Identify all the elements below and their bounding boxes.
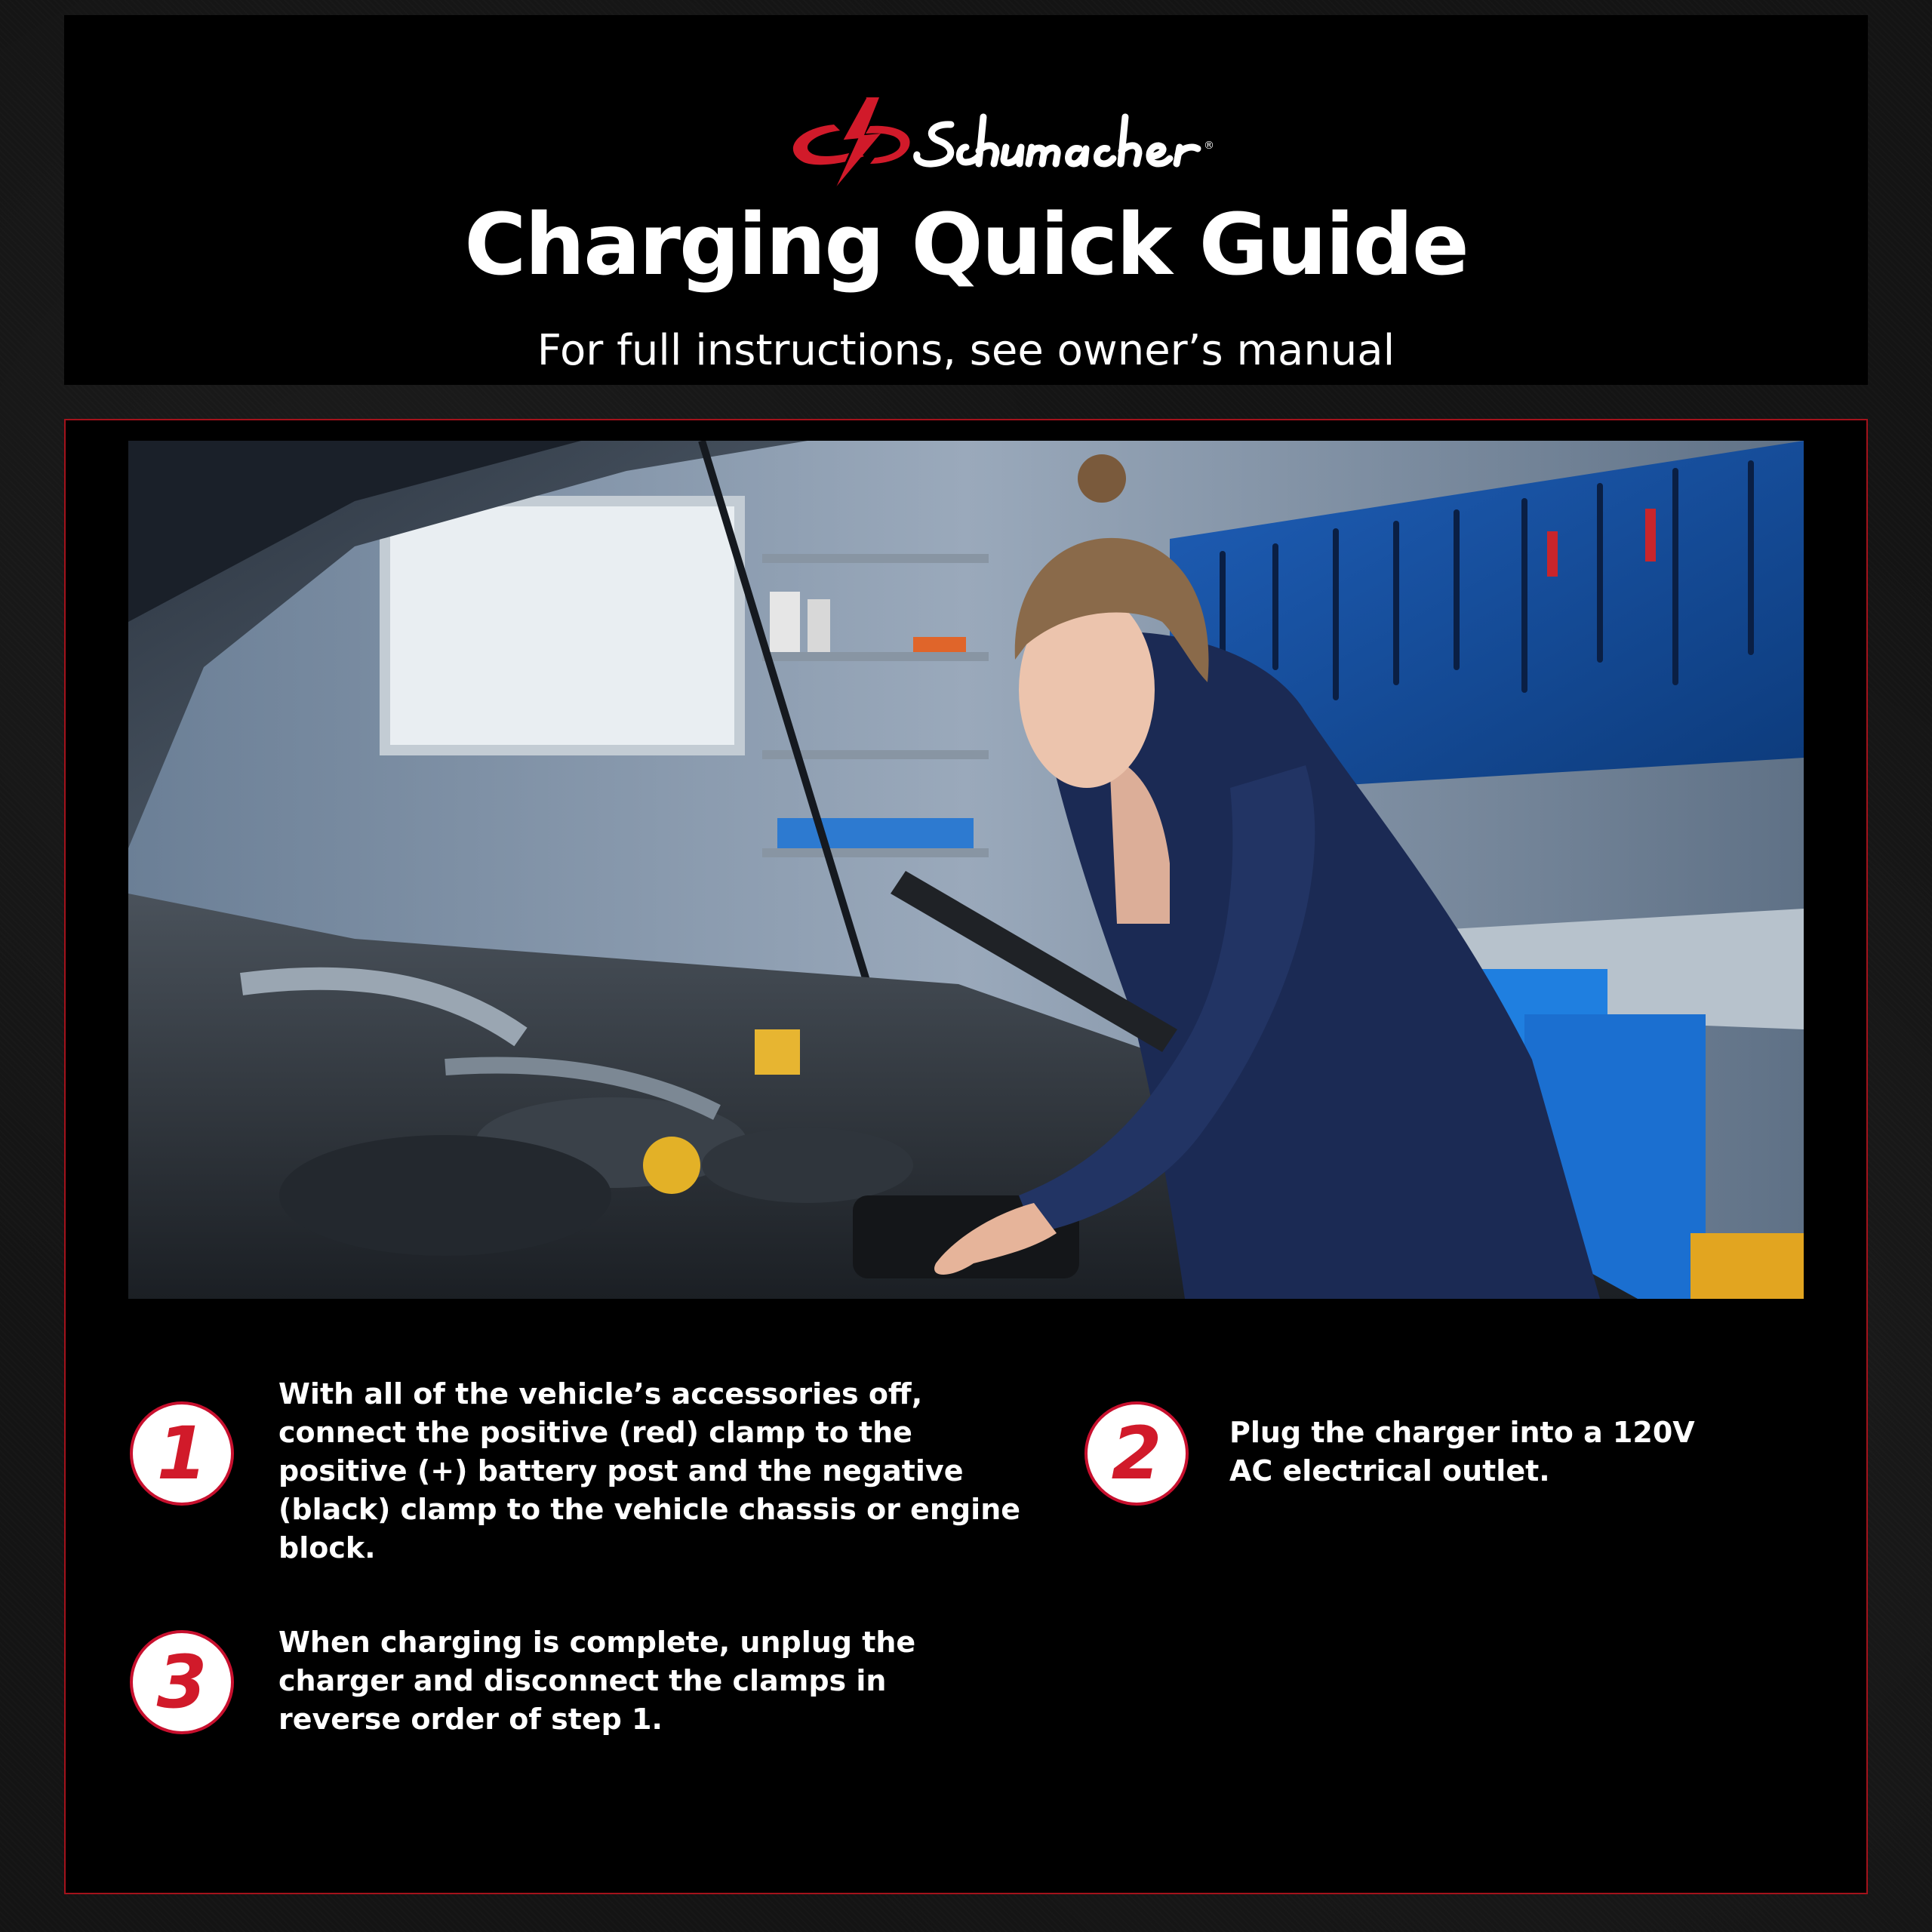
step-2-number-badge: 2 xyxy=(1084,1401,1189,1506)
step-3-text: When charging is complete, unplug the charger and disconnect the clamps in reverse order of step 1. xyxy=(278,1626,916,1736)
schumacher-logo xyxy=(781,94,1264,192)
step-2-text: Plug the charger into a 120V AC electrical outlet. xyxy=(1229,1416,1695,1487)
page-title: Charging Quick Guide xyxy=(464,196,1468,294)
guide-panel xyxy=(64,419,1868,1894)
step-1-text: With all of the vehicle’s accessories off, connect the positive (red) clamp to the positive (+) battery post and the negative (black) clamp to the vehicle chassis or engine block. xyxy=(278,1377,1021,1564)
step-3-number-badge: 3 xyxy=(130,1630,234,1734)
header xyxy=(64,15,1868,385)
mechanic-engine-photo xyxy=(128,441,1804,1299)
svg-text:®: ® xyxy=(1204,140,1214,152)
step-1-number-badge: 1 xyxy=(130,1401,234,1506)
page-subtitle: For full instructions, see owner’s manual xyxy=(537,326,1395,375)
